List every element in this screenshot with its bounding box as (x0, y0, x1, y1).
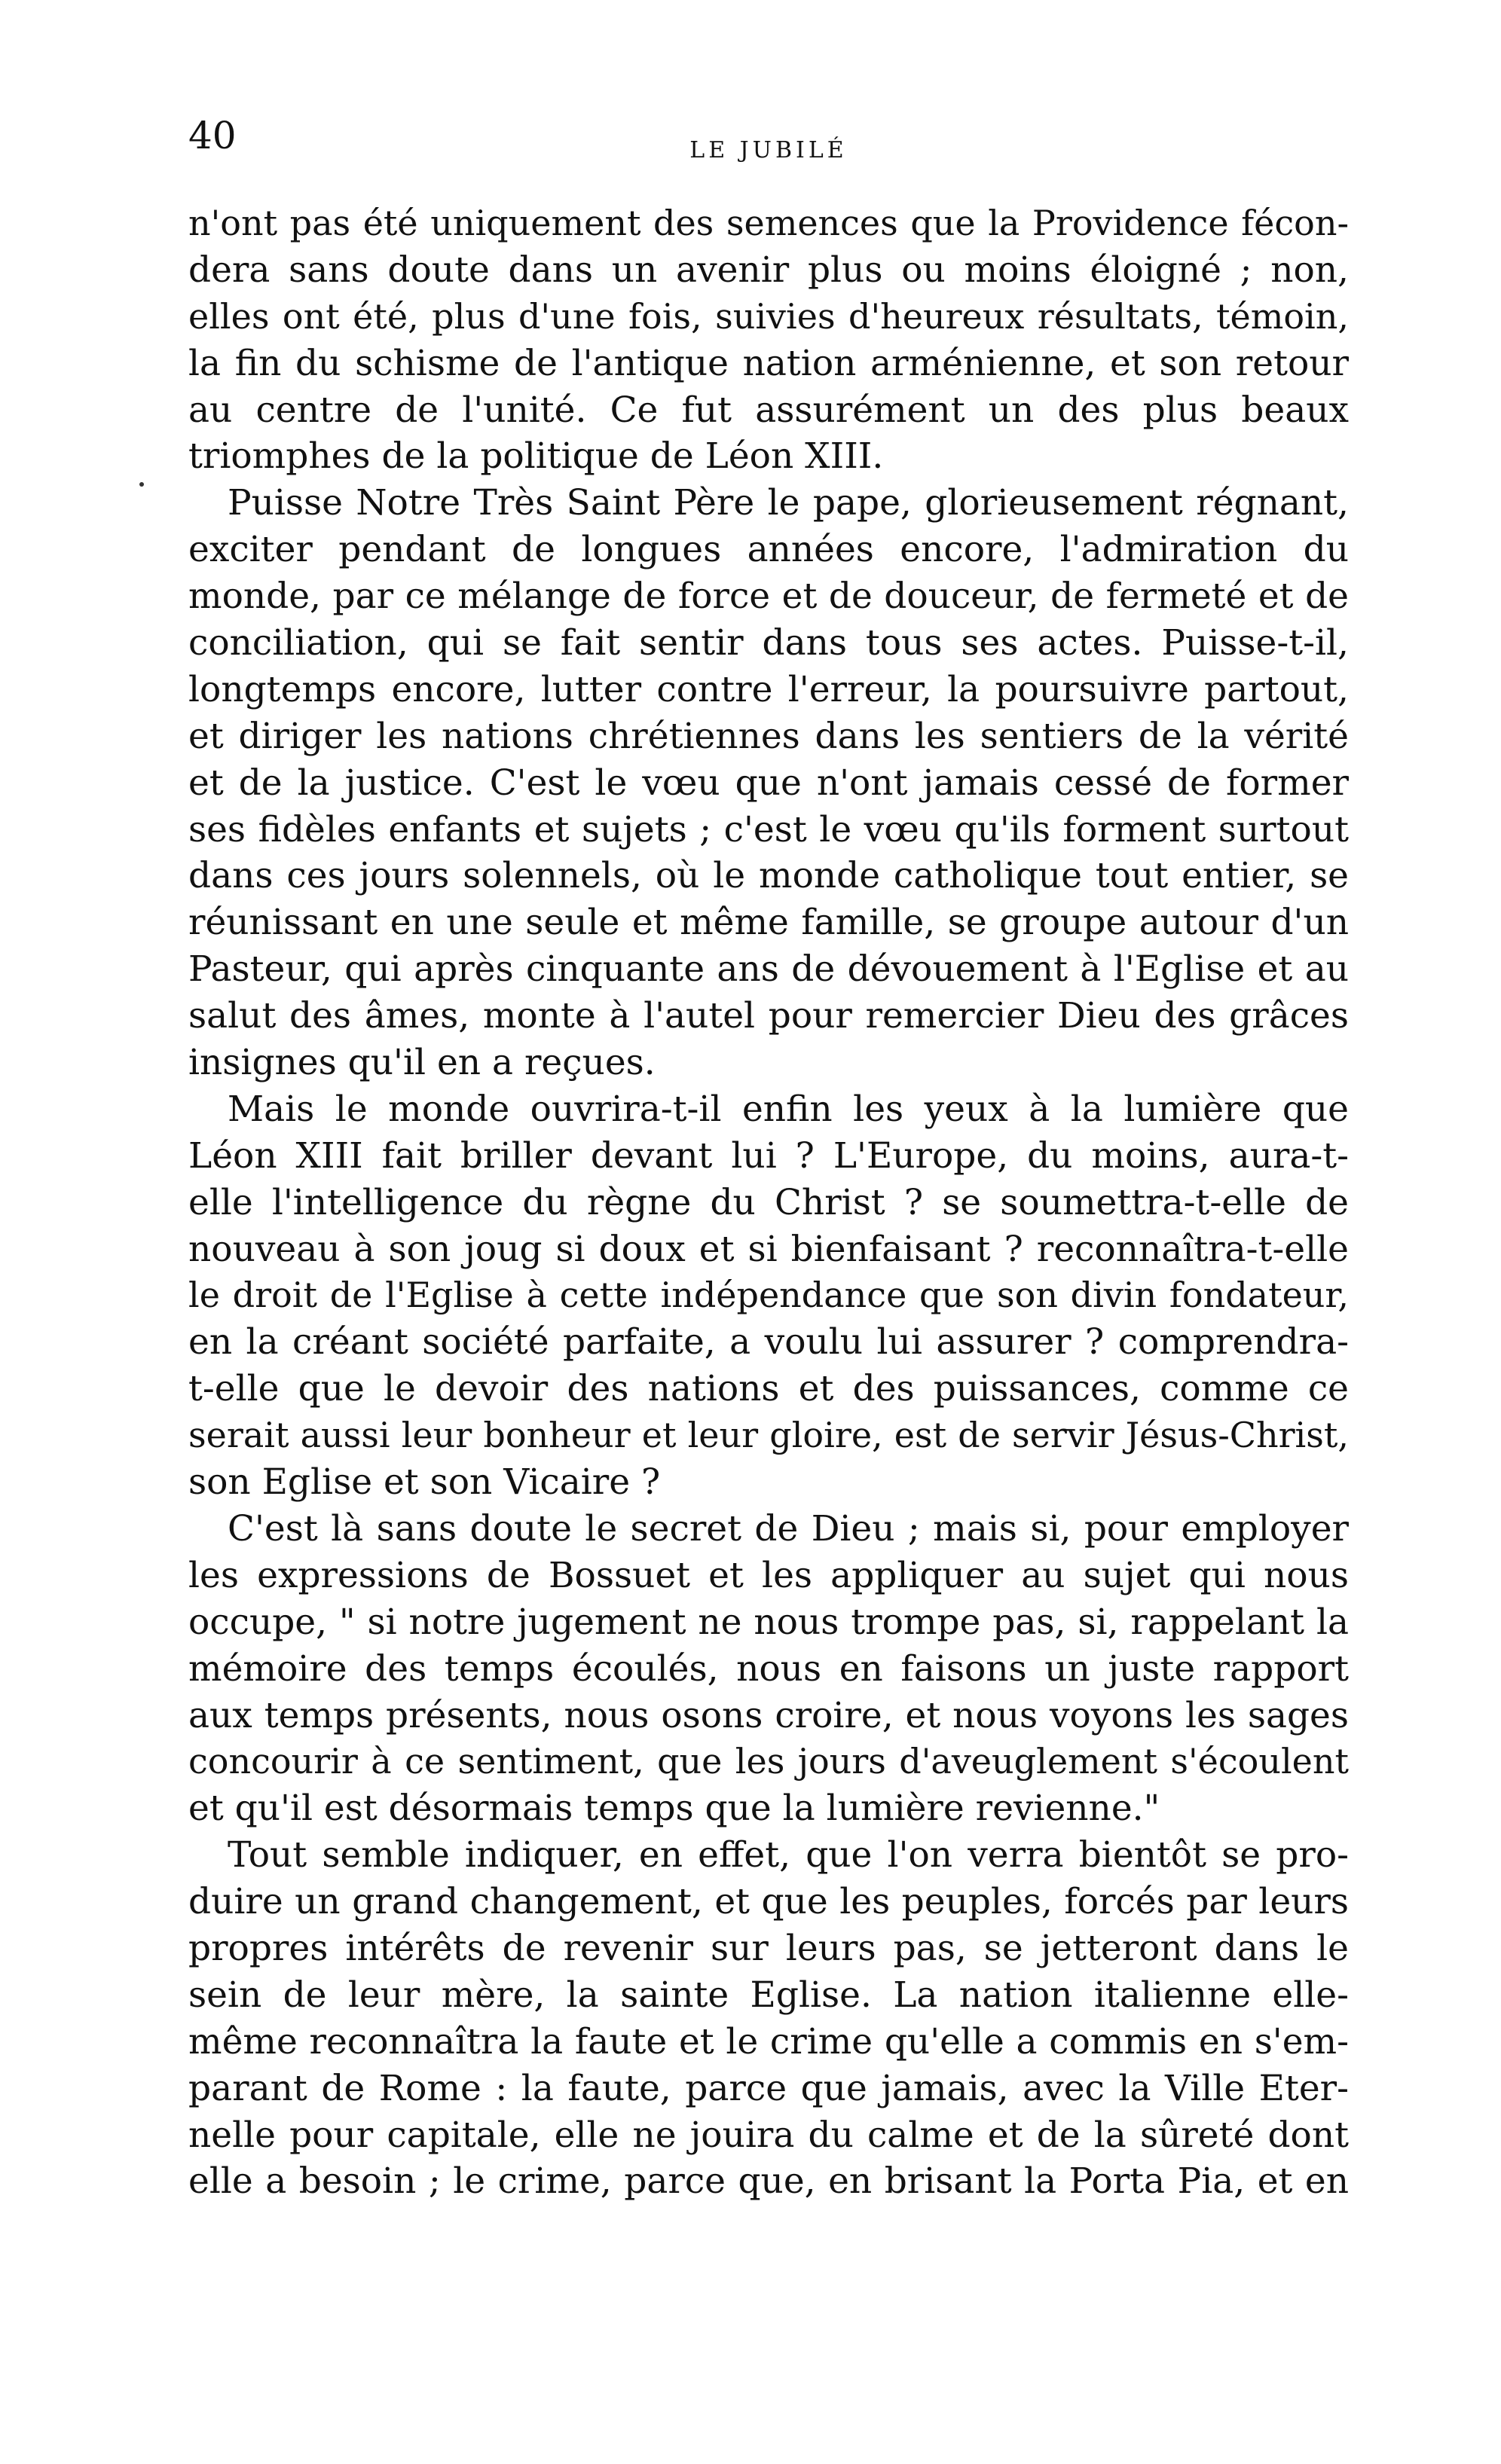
text-line: longtemps encore, lutter contre l'erreur, la poursuivre partout, (188, 668, 1349, 710)
text-line: réunissant en une seule et même famille, se groupe autour d'un (188, 902, 1349, 944)
page-header (188, 113, 1349, 173)
text-line: occupe, " si notre jugement ne nous trompe pas, si, rappelant la (188, 1601, 1349, 1643)
text-line: et de la justice. C'est le vœu que n'ont jamais cessé de former (188, 762, 1349, 804)
page-number: 40 (188, 114, 237, 157)
text-line: Tout semble indiquer, en effet, que l'on verra bientôt se pro- (228, 1834, 1349, 1876)
text-line: dans ces jours solennels, où le monde catholique tout entier, se (188, 855, 1349, 897)
margin-mark (139, 482, 144, 487)
text-line: conciliation, qui se fait sentir dans tous ses actes. Puisse-t-il, (188, 622, 1349, 664)
text-line: Léon XIII fait briller devant lui ? L'Europe, du moins, aura-t- (188, 1134, 1349, 1177)
text-line: monde, par ce mélange de force et de douceur, de fermeté et de (188, 576, 1349, 618)
text-line: elle a besoin ; le crime, parce que, en brisant la Porta Pia, et en (188, 2160, 1349, 2203)
text-line: nouveau à son joug si doux et si bienfaisant ? reconnaîtra-t-elle (188, 1228, 1349, 1270)
text-line: elles ont été, plus d'une fois, suivies d'heureux résultats, témoin, (188, 295, 1349, 337)
text-line: aux temps présents, nous osons croire, et nous voyons les sages (188, 1694, 1349, 1736)
text-line: son Eglise et son Vicaire ? (188, 1461, 661, 1504)
text-line: et qu'il est désormais temps que la lumière revienne." (188, 1788, 1160, 1830)
text-line: nelle pour capitale, elle ne jouira du calme et de la sûreté dont (188, 2114, 1349, 2156)
text-line: triomphes de la politique de Léon XIII. (188, 435, 884, 478)
text-line: exciter pendant de longues années encore, l'admiration du (188, 529, 1349, 571)
text-line: Mais le monde ouvrira-t-il enfin les yeux à la lumière que (228, 1088, 1349, 1130)
text-line: mémoire des temps écoulés, nous en faisons un juste rapport (188, 1647, 1349, 1690)
text-line: au centre de l'unité. Ce fut assurément un des plus beaux (188, 389, 1349, 431)
text-line: salut des âmes, monte à l'autel pour remercier Dieu des grâces (188, 995, 1349, 1037)
text-line: les expressions de Bossuet et les appliquer au sujet qui nous (188, 1554, 1349, 1596)
text-line: dera sans doute dans un avenir plus ou moins éloigné ; non, (188, 249, 1349, 291)
text-line: duire un grand changement, et que les peuples, forcés par leurs (188, 1881, 1349, 1923)
body-text (188, 200, 1349, 2205)
text-line: Puisse Notre Très Saint Père le pape, glorieusement régnant, (228, 482, 1349, 524)
text-line: en la créant société parfaite, a voulu lui assurer ? comprendra- (188, 1321, 1349, 1363)
text-line: concourir à ce sentiment, que les jours d'aveuglement s'écoulent (188, 1741, 1349, 1782)
running-title: LE JUBILÉ (689, 137, 848, 163)
text-line: la fin du schisme de l'antique nation arménienne, et son retour (188, 342, 1349, 384)
text-line: ses fidèles enfants et sujets ; c'est le vœu qu'ils forment surtout (188, 808, 1349, 850)
text-line: C'est là sans doute le secret de Dieu ; mais si, pour employer (228, 1507, 1349, 1550)
text-line: sein de leur mère, la sainte Eglise. La nation italienne elle- (188, 1974, 1349, 2016)
text-line: le droit de l'Eglise à cette indépendance que son divin fondateur, (188, 1275, 1349, 1316)
text-line: n'ont pas été uniquement des semences que la Providence fécon- (188, 203, 1349, 243)
text-line: parant de Rome : la faute, parce que jamais, avec la Ville Eter- (188, 2067, 1349, 2109)
text-line: t-elle que le devoir des nations et des puissances, comme ce (188, 1368, 1349, 1410)
text-line: même reconnaîtra la faute et le crime qu'elle a commis en s'em- (188, 2020, 1349, 2062)
text-line: et diriger les nations chrétiennes dans les sentiers de la vérité (188, 715, 1349, 757)
text-line: propres intérêts de revenir sur leurs pas, se jetteront dans le (188, 1927, 1349, 1969)
text-line: Pasteur, qui après cinquante ans de dévouement à l'Eglise et au (188, 948, 1349, 991)
text-line: serait aussi leur bonheur et leur gloire, est de servir Jésus-Christ, (188, 1415, 1349, 1456)
text-line: elle l'intelligence du règne du Christ ? se soumettra-t-elle de (188, 1181, 1349, 1223)
text-line: insignes qu'il en a reçues. (188, 1042, 656, 1084)
